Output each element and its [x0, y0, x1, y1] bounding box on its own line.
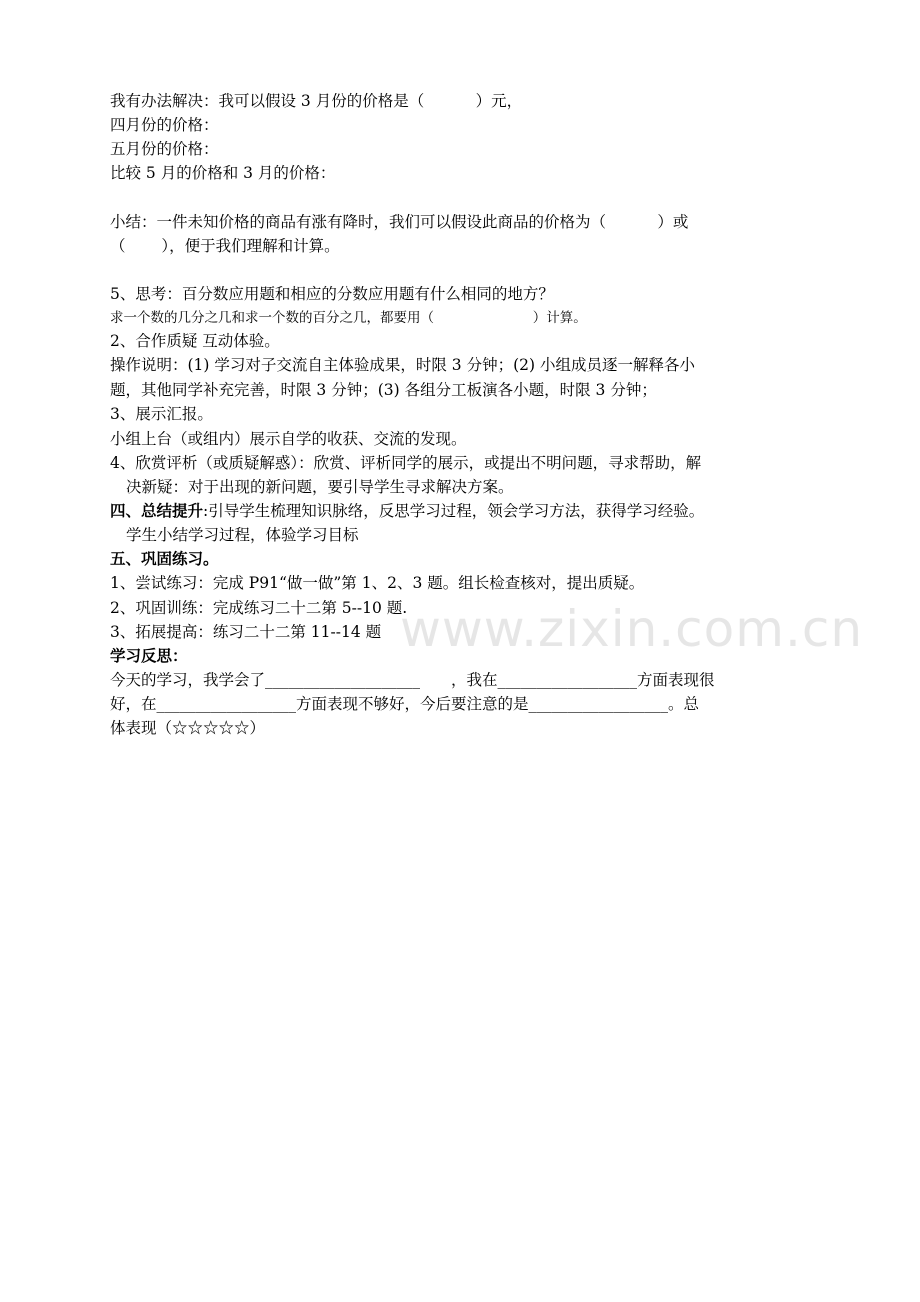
text-line: 3、展示汇报。 [110, 405, 213, 423]
section-heading: 五、巩固练习。 [110, 549, 219, 568]
text-line: 比较 5 月的价格和 3 月的价格： [110, 164, 336, 182]
text-line: 题，其他同学补充完善，时限 3 分钟；(3) 各组分工板演各小题，时限 3 分钟； [110, 381, 657, 399]
text-line: 5、思考：百分数应用题和相应的分数应用题有什么相同的地方？ [110, 285, 554, 303]
text-line: 学生小结学习过程，体验学习目标 [126, 526, 359, 544]
reflection-line: 好，在__________________方面表现不够好，今后要注意的是__________________。总 [110, 695, 700, 713]
section-heading [110, 501, 704, 521]
text-line: 求一个数的几分之几和求一个数的百分之几，都要用（ ）计算。 [110, 310, 587, 326]
reflection-line: 今天的学习，我学会了____________________ ，我在__________________方面表现很 [110, 671, 715, 689]
text-line: 我有办法解决：我可以假设 3 月份的价格是（ ）元， [110, 92, 523, 110]
text-line: 决新疑：对于出现的新问题，要引导学生寻求解决方案。 [126, 478, 514, 496]
text-line: 小组上台（或组内）展示自学的收获、交流的发现。 [110, 430, 467, 448]
text-line: 操作说明：(1) 学习对子交流自主体验成果，时限 3 分钟；(2) 小组成员逐一解释各小 [110, 356, 695, 374]
section-heading: 学习反思： [110, 646, 188, 665]
text-line: 2、合作质疑 互动体验。 [110, 332, 280, 350]
section-title: 四、总结提升 [110, 501, 204, 520]
text-line: 3、拓展提高：练习二十二第 11--14 题 [110, 623, 382, 641]
text-line: 四月份的价格： [110, 116, 219, 134]
summary-line: 小结：一件未知价格的商品有涨有降时，我们可以假设此商品的价格为（ ）或 [110, 213, 689, 231]
watermark: www.zixin.com.cn [400, 600, 864, 658]
text-line: 1、尝试练习：完成 P91“做一做”第 1、2、3 题。组长检查核对，提出质疑。 [110, 574, 645, 592]
text-line: 4、欣赏评析（或质疑解惑）：欣赏、评析同学的展示，或提出不明问题，寻求帮助，解 [110, 454, 702, 472]
summary-line: （ ），便于我们理解和计算。 [110, 237, 340, 255]
text-line: 2、巩固训练：完成练习二十二第 5--10 题. [110, 599, 408, 617]
section-text: :引导学生梳理知识脉络，反思学习过程，领会学习方法，获得学习经验。 [203, 502, 705, 520]
text-line: 五月份的价格： [110, 140, 219, 158]
reflection-line: 体表现（☆☆☆☆☆） [110, 719, 266, 737]
